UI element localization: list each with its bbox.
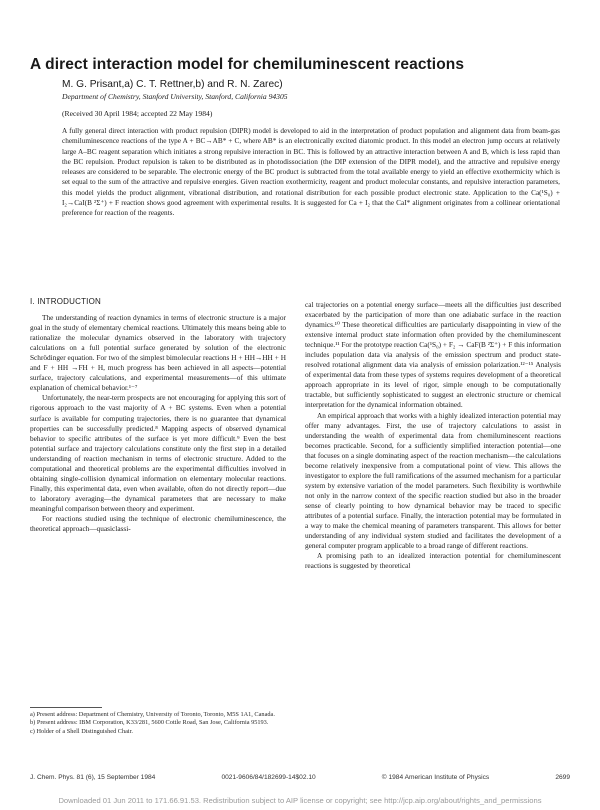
- paper-title: A direct interaction model for chemiluminescent reactions: [30, 56, 465, 73]
- page-footer: [30, 774, 570, 781]
- paragraph: cal trajectories on a potential energy surface—meets all the difficulties just described exacerbated by the participation of more than one adiabatic surface in the reaction dynamics.¹⁰ These theoretical difficulties are particularly disappointing in view of the extensive internal product state information often provided by the chemiluminescent technique.¹¹ For the prototype reaction Ca(¹S₀) + F₂ → CaF(B ²Σ⁺) + F this information includes population data via analysis of the emission spectrum and product state-resolved rotational alignment data via analysis of emission polarization.¹²⁻¹⁵ Analysis of experimental data from these types of systems requires development of a theoretical approach appropriate in its level of rigor, simple enough to be computationally tractable, but sufficiently sophisticated to suggest an electronic structure or chemical interpretation for the dynamical information obtained.: [305, 300, 561, 410]
- download-notice: Downloaded 01 Jun 2011 to 171.66.91.53. Redistribution subject to AIP license or copyright; see http://jcp.aip.org/about/rights_and_permissions: [58, 796, 542, 805]
- paragraph: The understanding of reaction dynamics in terms of electronic structure is a major goal in the study of elementary chemical reactions. Ultimately this means being able to rationalize the molecular dynamics observed in the laboratory with trajectory calculations on a full potential surface generated by solution of the electronic Schrödinger equation. For two of the simplest bimolecular reactions H + HH→HH + H and F + HH →FH + H, much progress has been achieved in all aspects—potential surface, trajectory calculations, and experimental measurements—of this ultimate explanation of chemical behavior.¹⁻⁷: [30, 313, 286, 393]
- footnote: c) Holder of a Shell Distinguished Chair.: [30, 727, 134, 735]
- footnote: a) Present address: Department of Chemistry, University of Toronto, Toronto, M5S 1A1, Canada.: [30, 711, 275, 718]
- received-date: (Received 30 April 1984; accepted 22 May 1984): [62, 109, 213, 118]
- journal-citation: J. Chem. Phys. 81 (6), 15 September 1984: [30, 774, 156, 781]
- paragraph: For reactions studied using the technique of electronic chemiluminescence, the theoretical approach—quasiclassi-: [30, 513, 286, 534]
- abstract: A fully general direct interaction with product repulsion (DIPR) model is developed to aid in the interpretation of product population and alignment data from beam-gas chemiluminescence reactions of the type A + BC→AB* + C, where AB* is an electronically excited diatomic product. In this model an electron jump occurs at relatively large A–BC reagent separation which initiates a strong repulsive interaction in BC. This is followed by an attractive interaction between A and B, which is less rapid than the BC repulsion. Product repulsion is taken to be distributed as in photodissociation (the DIP extension of the DIPR model), and the attractive and repulsive energy releases are considered to be separable. The electronic energy of the BC product is subtracted from the total available energy to yield an effective exothermicity which is set equal to the sum of the attractive and repulsive energies. Given reaction exothermicity, reagent and product molecular constants, and repulsive interaction parameters, this model yields the product alignment, vibrational distribution, and rotational distribution for each possible product electronic state. Application to the Ca(¹S₀) + I₂→CaI(B ²Σ⁺) + F reaction shows good agreement with experimental results. It is suggested for Ca + I₂ that the CaI* alignment originates from a collinear orientational preference for reaction of the reagents.: [62, 127, 560, 218]
- article-code: 0021-9606/84/182699-14$02.10: [221, 774, 316, 781]
- right-column: [305, 300, 561, 571]
- author-list: M. G. Prisant,a) C. T. Rettner,b) and R. N. Zarec): [62, 79, 283, 90]
- page-number: 2699: [555, 774, 570, 781]
- affiliation: Department of Chemistry, Stanford University, Stanford, California 94305: [62, 92, 288, 101]
- footnotes: [30, 711, 286, 736]
- footnote: b) Present address: IBM Corporation, K33/281, 5600 Cottle Road, San Jose, California 95193.: [30, 719, 269, 727]
- footnote-rule: [30, 707, 102, 708]
- section-heading: I. INTRODUCTION: [30, 297, 101, 306]
- copyright-notice: © 1984 American Institute of Physics: [381, 774, 490, 781]
- left-column: [30, 297, 286, 534]
- paragraph: A promising path to an idealized interaction potential for chemiluminescent reactions is suggested by theoretical: [305, 551, 561, 571]
- paragraph: An empirical approach that works with a highly idealized interaction potential may offer many advantages. First, the use of trajectory calculations to assist in understanding the wealth of experimental data from chemiluminescent reactions becomes practicable. Second, for a sufficiently simplified interaction potential—one that focuses on a single dominating aspect of the reaction mechanism—the calculations become relatively inexpensive from a computational point of view. This allows the investigator to explore the full ramifications of the assumed mechanism for a particular system by extensive variation of the model parameters. Such flexibility is worthwhile not only in the narrow context of the specific reaction studied but also in the broader sense of clearly pointing to how dynamical behavior may be traced to specific attributes of a potential surface. Finally, the interaction potential may be formulated in a way to make the chemical meaning of parameters transparent. This allows for better understanding of any individual system studied and facilitates the development of a general computer program applicable to a broad range of different reactions.: [305, 410, 561, 551]
- paragraph: Unfortunately, the near-term prospects are not encouraging for applying this sort of rigorous approach to the vast majority of A + BC systems. Even when a potential surface is available for computing trajectories, there is no guarantee that dynamical properties can be successfully predicted.⁸ Mapping aspects of observed dynamical behavior to specific attributes of the surface is yet more difficult.⁹ Even the best potential surface and trajectory calculations constitute only the first step in a detailed understanding of reaction mechanism in terms of electronic structure. Added to the computational and theoretical problems are the experimental difficulties involved in obtaining single-collision dynamical information on elementary molecular reactions. Finally, this experimental data, even when available, often do not directly report—due to laboratory averaging—the dynamical parameters that are necessary to make meaningful comparison between theory and experiment.: [30, 393, 286, 513]
